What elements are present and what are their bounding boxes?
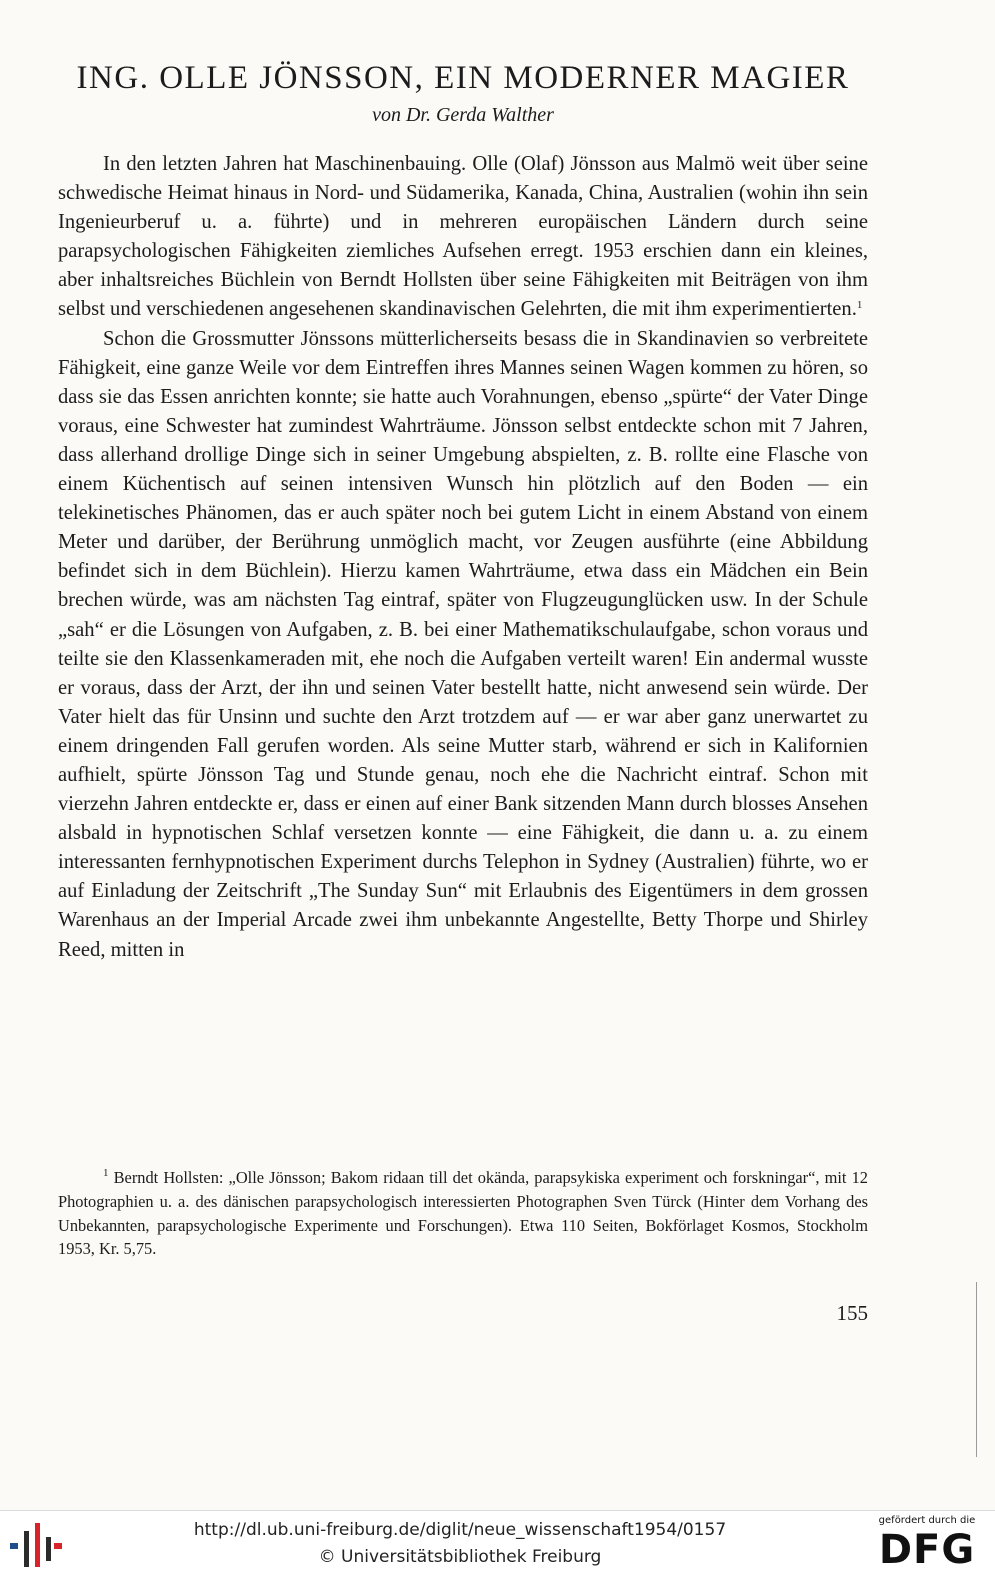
- logo-bar-2: [35, 1523, 40, 1567]
- footnote-paragraph: [58, 1166, 868, 1261]
- logo-bar-1: [24, 1531, 29, 1567]
- footnote: [58, 1166, 868, 1261]
- copyright-notice: © Universitätsbibliothek Freiburg: [318, 1547, 602, 1567]
- footnote-reference: 1: [856, 299, 863, 312]
- article-body: [58, 150, 868, 965]
- logo-bar-3: [46, 1537, 51, 1561]
- permalink-url[interactable]: http://dl.ub.uni-freiburg.de/diglit/neue_wissenschaft1954/0157: [193, 1520, 727, 1540]
- article-title: ING. OLLE JÖNSSON, EIN MODERNER MAGIER: [76, 60, 850, 96]
- footnote-text: Berndt Hollsten: „Olle Jönsson; Bakom ridaan till det okända, parapsykiska experiment och forskningar“, mit 12 Photographien u. a. des dänischen parapsychologisch interessierten Photographen Sven Türck (Hinter dem Vorhang des Unbekannten, parapsychologische Experimente und Forschungen). Etwa 110 Seiten, Bokförlaget Kosmos, Stockholm 1953, Kr. 5,75.: [58, 1168, 868, 1259]
- logo-red-mark: [54, 1543, 62, 1549]
- funder-label: gefördert durch die: [878, 1515, 976, 1526]
- page-number: 155: [836, 1301, 868, 1325]
- article-byline: von Dr. Gerda Walther: [372, 104, 554, 126]
- dfg-logo-icon: DFG: [878, 1527, 976, 1573]
- scan-edge-line: [976, 1282, 977, 1457]
- logo-blue-mark: [10, 1543, 18, 1549]
- ub-freiburg-logo-icon[interactable]: [10, 1523, 60, 1567]
- dfg-funder-logo[interactable]: [868, 1515, 986, 1577]
- paragraph-1: [58, 150, 868, 325]
- paragraph-1-text: In den letzten Jahren hat Maschinenbauing. Olle (Olaf) Jönsson aus Malmö weit über seine schwedische Heimat hinaus in Nord- und Südamerika, Kanada, China, Australien (wohin ihn sein Ingenieurberuf u. a. führte) und in mehreren europäischen Ländern durch seine parapsychologischen Fähigkeiten ziemliches Aufsehen erregt. 1953 erschien dann ein kleines, aber inhaltsreiches Büchlein von Berndt Hollsten über seine Fähigkeiten mit Beiträgen von ihm selbst und verschiedenen angesehenen skandinavischen Gelehrten, die mit ihm experimentierten.: [58, 153, 868, 321]
- viewer-footer: [0, 1510, 995, 1581]
- paragraph-2-text: Schon die Grossmutter Jönssons mütterlicherseits besass die in Skandinavien so verbreitete Fähigkeit, eine ganze Weile vor dem Eintreffen ihres Mannes seinen Wagen kommen zu hören, so dass sie das Essen anrichten konnte; sie hatte auch Vorahnungen, ebenso „spürte“ der Vater Dinge voraus, eine Schwester hat zumindest Wahrträume. Jönsson selbst entdeckte schon mit 7 Jahren, dass allerhand drollige Dinge sich in seiner Umgebung abspielten, z. B. rollte eine Flasche von einem Küchentisch auf seinen intensiven Wunsch hin plötzlich auf den Boden — ein telekinetisches Phänomen, das er auch später noch bei gutem Licht in einem Abstand von einem Meter und darüber, der Berührung unmöglich macht, vor Zeugen ausführte (eine Abbildung befindet sich in dem Büchlein). Hierzu kamen Wahrträume, etwa dass ein Mädchen ein Bein brechen würde, was am nächsten Tag eintraf, später von Flugzeugunglücken usw. In der Schule „sah“ er die Lösungen von Aufgaben, z. B. bei einer Mathematikschulaufgabe, schon voraus und teilte sie den Klassenkameraden mit, ehe noch die Aufgaben verteilt waren! Ein andermal wusste er voraus, dass der Arzt, der ihn und seinen Vater bestellt hatte, nicht anwesend sein würde. Der Vater hielt das für Unsinn und suchte den Arzt trotzdem auf — er war aber ganz unerwartet zu einem dringenden Fall gerufen worden. Als seine Mutter starb, während er sich in Kalifornien aufhielt, spürte Jönsson Tag und Stunde genau, noch ehe die Nachricht eintraf. Schon mit vierzehn Jahren entdeckte er, dass er einen auf einer Bank sitzenden Mann durch blosses Ansehen alsbald in hypnotischen Schlaf versetzen konnte — eine Fähigkeit, die dann u. a. zu einem interessanten fernhypnotischen Experiment durchs Telephon in Sydney (Australien) führte, wo er auf Einladung der Zeitschrift „The Sunday Sun“ mit Erlaubnis des Eigentümers in dem grossen Warenhaus an der Imperial Arcade zwei ihm unbekannte Angestellte, Betty Thorpe und Shirley Reed, mitten in: [58, 327, 868, 961]
- footnote-marker: 1: [103, 1167, 109, 1179]
- paragraph-2: [58, 325, 868, 965]
